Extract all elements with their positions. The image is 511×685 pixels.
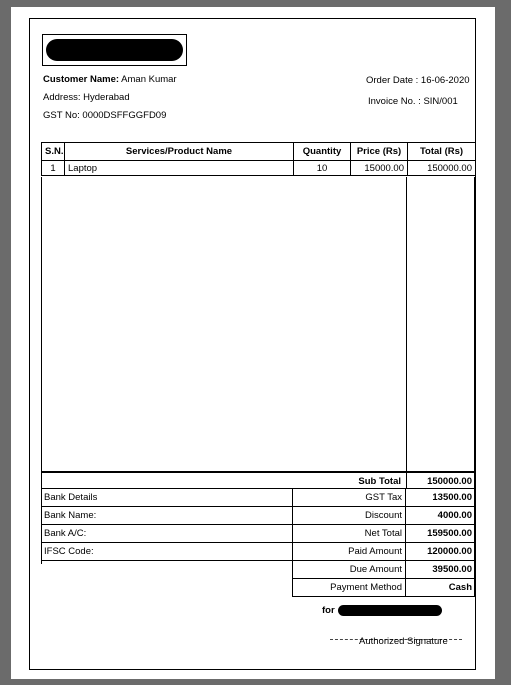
gst-tax-row bbox=[292, 489, 475, 507]
redacted-logo bbox=[46, 39, 183, 61]
paid-amount-row bbox=[292, 543, 475, 561]
gst-line bbox=[43, 110, 166, 121]
authorized-signature-label: Authorized Signature bbox=[359, 636, 448, 647]
bank-details-label: Bank Details bbox=[42, 489, 292, 507]
header-total: Total (Rs) bbox=[408, 143, 476, 161]
address-value: Hyderabad bbox=[83, 92, 130, 103]
bank-account-label: Bank A/C: bbox=[42, 525, 292, 543]
due-amount-value: 39500.00 bbox=[432, 564, 472, 575]
payment-method-value: Cash bbox=[448, 582, 472, 593]
sub-total-row bbox=[41, 472, 475, 489]
sub-total-value: 150000.00 bbox=[427, 476, 472, 487]
invoice-frame bbox=[29, 18, 476, 670]
order-date-value: 16-06-2020 bbox=[420, 75, 470, 86]
header-sn: S.N. bbox=[42, 143, 65, 161]
items-table bbox=[41, 142, 476, 176]
due-amount-label: Due Amount bbox=[349, 564, 402, 575]
gst-tax-value: 13500.00 bbox=[432, 492, 472, 503]
invoice-no-value: SIN/001 bbox=[423, 96, 458, 107]
net-total-label: Net Total bbox=[364, 528, 402, 539]
cell-total: 150000.00 bbox=[408, 161, 476, 176]
gst-value: 0000DSFFGGFD09 bbox=[82, 110, 167, 121]
table-row bbox=[42, 161, 476, 176]
discount-row bbox=[292, 507, 475, 525]
sub-total-label: Sub Total bbox=[358, 476, 401, 487]
paid-amount-value: 120000.00 bbox=[427, 546, 472, 557]
for-label: for bbox=[322, 605, 335, 616]
cell-name: Laptop bbox=[65, 161, 294, 176]
order-date-line: Order Date : 16-06-2020 bbox=[366, 75, 470, 86]
cell-sn: 1 bbox=[42, 161, 65, 176]
gst-tax-label: GST Tax bbox=[365, 492, 402, 503]
table-header-row bbox=[42, 143, 476, 161]
order-date-label: Order Date bbox=[366, 75, 413, 86]
customer-name-line bbox=[43, 74, 177, 85]
discount-value: 4000.00 bbox=[437, 510, 472, 521]
address-line bbox=[43, 92, 130, 103]
company-logo-box bbox=[42, 34, 187, 66]
items-blank-area bbox=[41, 177, 475, 472]
address-label: Address: bbox=[43, 92, 81, 103]
net-total-value: 159500.00 bbox=[427, 528, 472, 539]
customer-name-label: Customer Name: bbox=[43, 74, 120, 85]
header-quantity: Quantity bbox=[294, 143, 351, 161]
paid-amount-label: Paid Amount bbox=[348, 546, 402, 557]
bank-name-label: Bank Name: bbox=[42, 507, 292, 525]
sub-total-divider bbox=[406, 473, 407, 488]
cell-price: 15000.00 bbox=[351, 161, 408, 176]
total-column-divider bbox=[406, 177, 407, 471]
customer-name-value: Aman Kumar bbox=[121, 74, 177, 85]
discount-label: Discount bbox=[365, 510, 402, 521]
invoice-page bbox=[11, 7, 495, 679]
gst-label: GST No: bbox=[43, 110, 80, 121]
invoice-no-line: Invoice No. : SIN/001 bbox=[368, 96, 458, 107]
cell-quantity: 10 bbox=[294, 161, 351, 176]
invoice-no-label: Invoice No. bbox=[368, 96, 416, 107]
due-amount-row bbox=[292, 561, 475, 579]
redacted-company-name bbox=[338, 605, 442, 616]
payment-method-label: Payment Method bbox=[330, 582, 402, 593]
bank-details-section bbox=[41, 489, 292, 564]
net-total-row bbox=[292, 525, 475, 543]
ifsc-code-label: IFSC Code: bbox=[42, 543, 292, 561]
totals-section bbox=[292, 489, 475, 597]
header-name: Services/Product Name bbox=[65, 143, 294, 161]
header-price: Price (Rs) bbox=[351, 143, 408, 161]
payment-method-row bbox=[292, 579, 475, 597]
